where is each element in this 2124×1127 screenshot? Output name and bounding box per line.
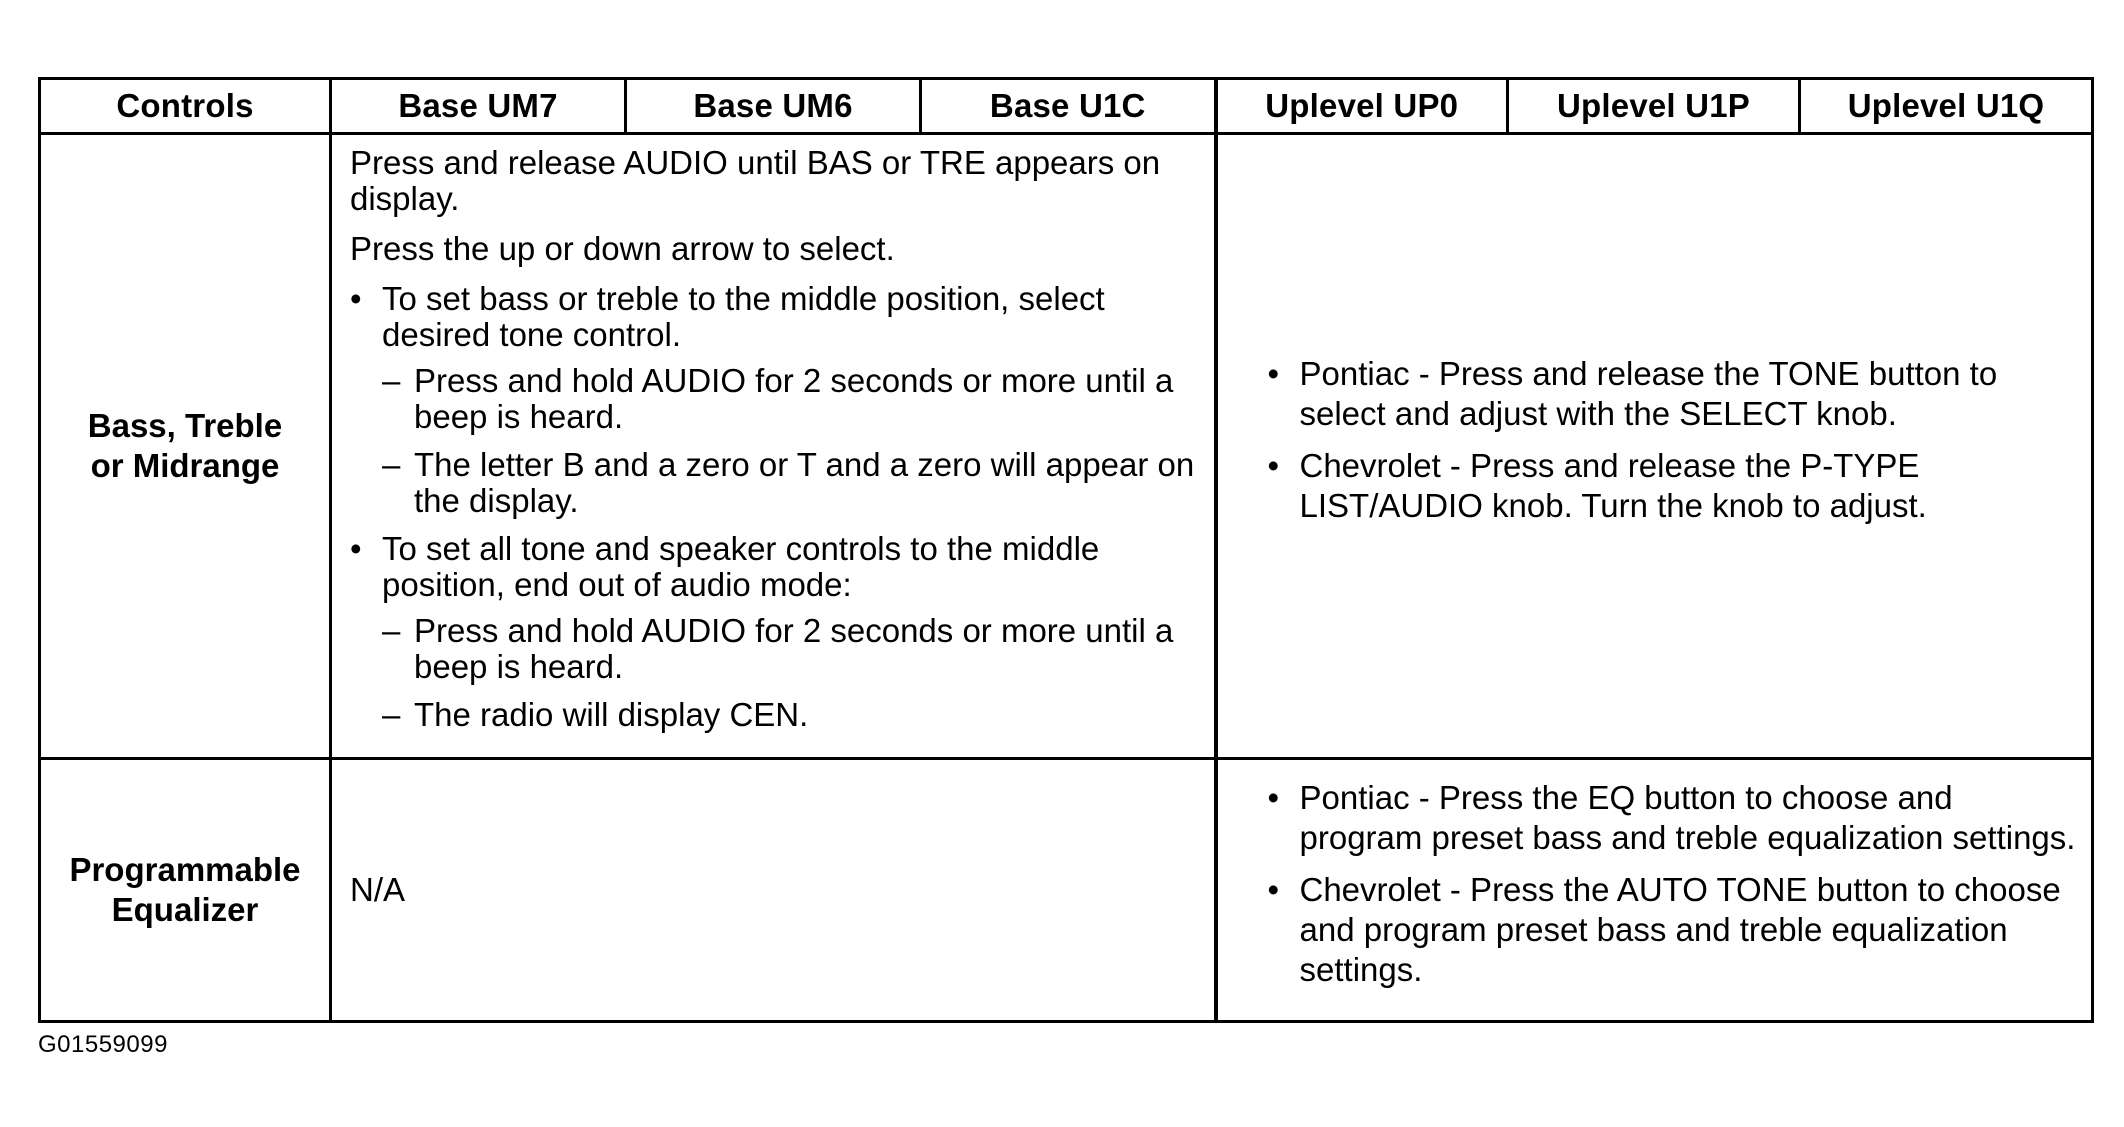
bullet-icon: • xyxy=(350,530,362,567)
uplevel-instructions-cell xyxy=(1216,134,2093,759)
list-item-text: Chevrolet - Press the AUTO TONE button to choose and program preset bass and treble equalization settings. xyxy=(1299,871,2061,988)
control-name-line: Programmable xyxy=(69,851,301,888)
sub-list xyxy=(382,363,1200,519)
figure-id: G01559099 xyxy=(38,1031,168,1058)
sub-list-item xyxy=(382,447,1200,519)
not-applicable-text: N/A xyxy=(350,871,406,908)
header-base-um7: Base UM7 xyxy=(331,79,626,134)
list-item-text: To set all tone and speaker controls to the middle position, end out of audio mode: xyxy=(382,530,1100,603)
control-name-cell xyxy=(40,134,331,759)
list-item xyxy=(1268,870,2082,990)
header-uplevel-up0: Uplevel UP0 xyxy=(1216,79,1508,134)
header-base-u1c: Base U1C xyxy=(921,79,1216,134)
list-item-text: Pontiac - Press and release the TONE button to select and adjust with the SELECT knob. xyxy=(1299,355,1998,432)
control-name-line: Equalizer xyxy=(111,891,259,928)
control-name-cell xyxy=(40,759,331,1022)
dash-icon: – xyxy=(382,362,401,399)
list-item-text: Pontiac - Press the EQ button to choose and program preset bass and treble equalization settings. xyxy=(1299,779,2076,856)
control-name-line: or Midrange xyxy=(90,447,280,484)
bullet-icon: • xyxy=(1267,355,1280,392)
bullet-icon: • xyxy=(1267,871,1280,908)
header-controls: Controls xyxy=(40,79,331,134)
uplevel-instructions-cell xyxy=(1216,759,2093,1022)
list-item xyxy=(1268,778,2082,858)
header-uplevel-u1q: Uplevel U1Q xyxy=(1800,79,2093,134)
bullet-icon: • xyxy=(350,280,362,317)
list-item xyxy=(1268,354,2082,434)
list-item xyxy=(1268,446,2082,526)
list-item xyxy=(350,281,1200,519)
sub-list-item-text: Press and hold AUDIO for 2 seconds or more until a beep is heard. xyxy=(414,612,1174,685)
dash-icon: – xyxy=(382,696,401,733)
list-item-text: To set bass or treble to the middle position, select desired tone control. xyxy=(382,280,1105,353)
base-instructions-cell xyxy=(331,759,1216,1022)
radio-controls-table xyxy=(38,77,2094,1023)
table-row-tone xyxy=(40,134,2093,759)
header-uplevel-u1p: Uplevel U1P xyxy=(1508,79,1800,134)
table-row-equalizer xyxy=(40,759,2093,1022)
control-name-line: Bass, Treble xyxy=(87,407,283,444)
bullet-icon: • xyxy=(1267,779,1280,816)
sub-list-item xyxy=(382,363,1200,435)
bullet-list xyxy=(350,281,1200,733)
bullet-list xyxy=(1268,778,2082,990)
sub-list-item-text: The radio will display CEN. xyxy=(414,696,809,733)
sub-list-item-text: Press and hold AUDIO for 2 seconds or more until a beep is heard. xyxy=(414,362,1174,435)
list-item xyxy=(350,531,1200,733)
dash-icon: – xyxy=(382,446,401,483)
header-base-um6: Base UM6 xyxy=(626,79,921,134)
sub-list-item-text: The letter B and a zero or T and a zero will appear on the display. xyxy=(414,446,1195,519)
instruction-text: Press the up or down arrow to select. xyxy=(350,230,895,267)
bullet-icon: • xyxy=(1267,447,1280,484)
sub-list xyxy=(382,613,1200,733)
dash-icon: – xyxy=(382,612,401,649)
instruction-text: Press and release AUDIO until BAS or TRE appears on display. xyxy=(350,144,1161,217)
bullet-list xyxy=(1268,354,2082,526)
list-item-text: Chevrolet - Press and release the P-TYPE LIST/AUDIO knob. Turn the knob to adjust. xyxy=(1299,447,1927,524)
sub-list-item xyxy=(382,697,1200,733)
sub-list-item xyxy=(382,613,1200,685)
header-row xyxy=(40,79,2093,134)
base-instructions-cell xyxy=(331,134,1216,759)
